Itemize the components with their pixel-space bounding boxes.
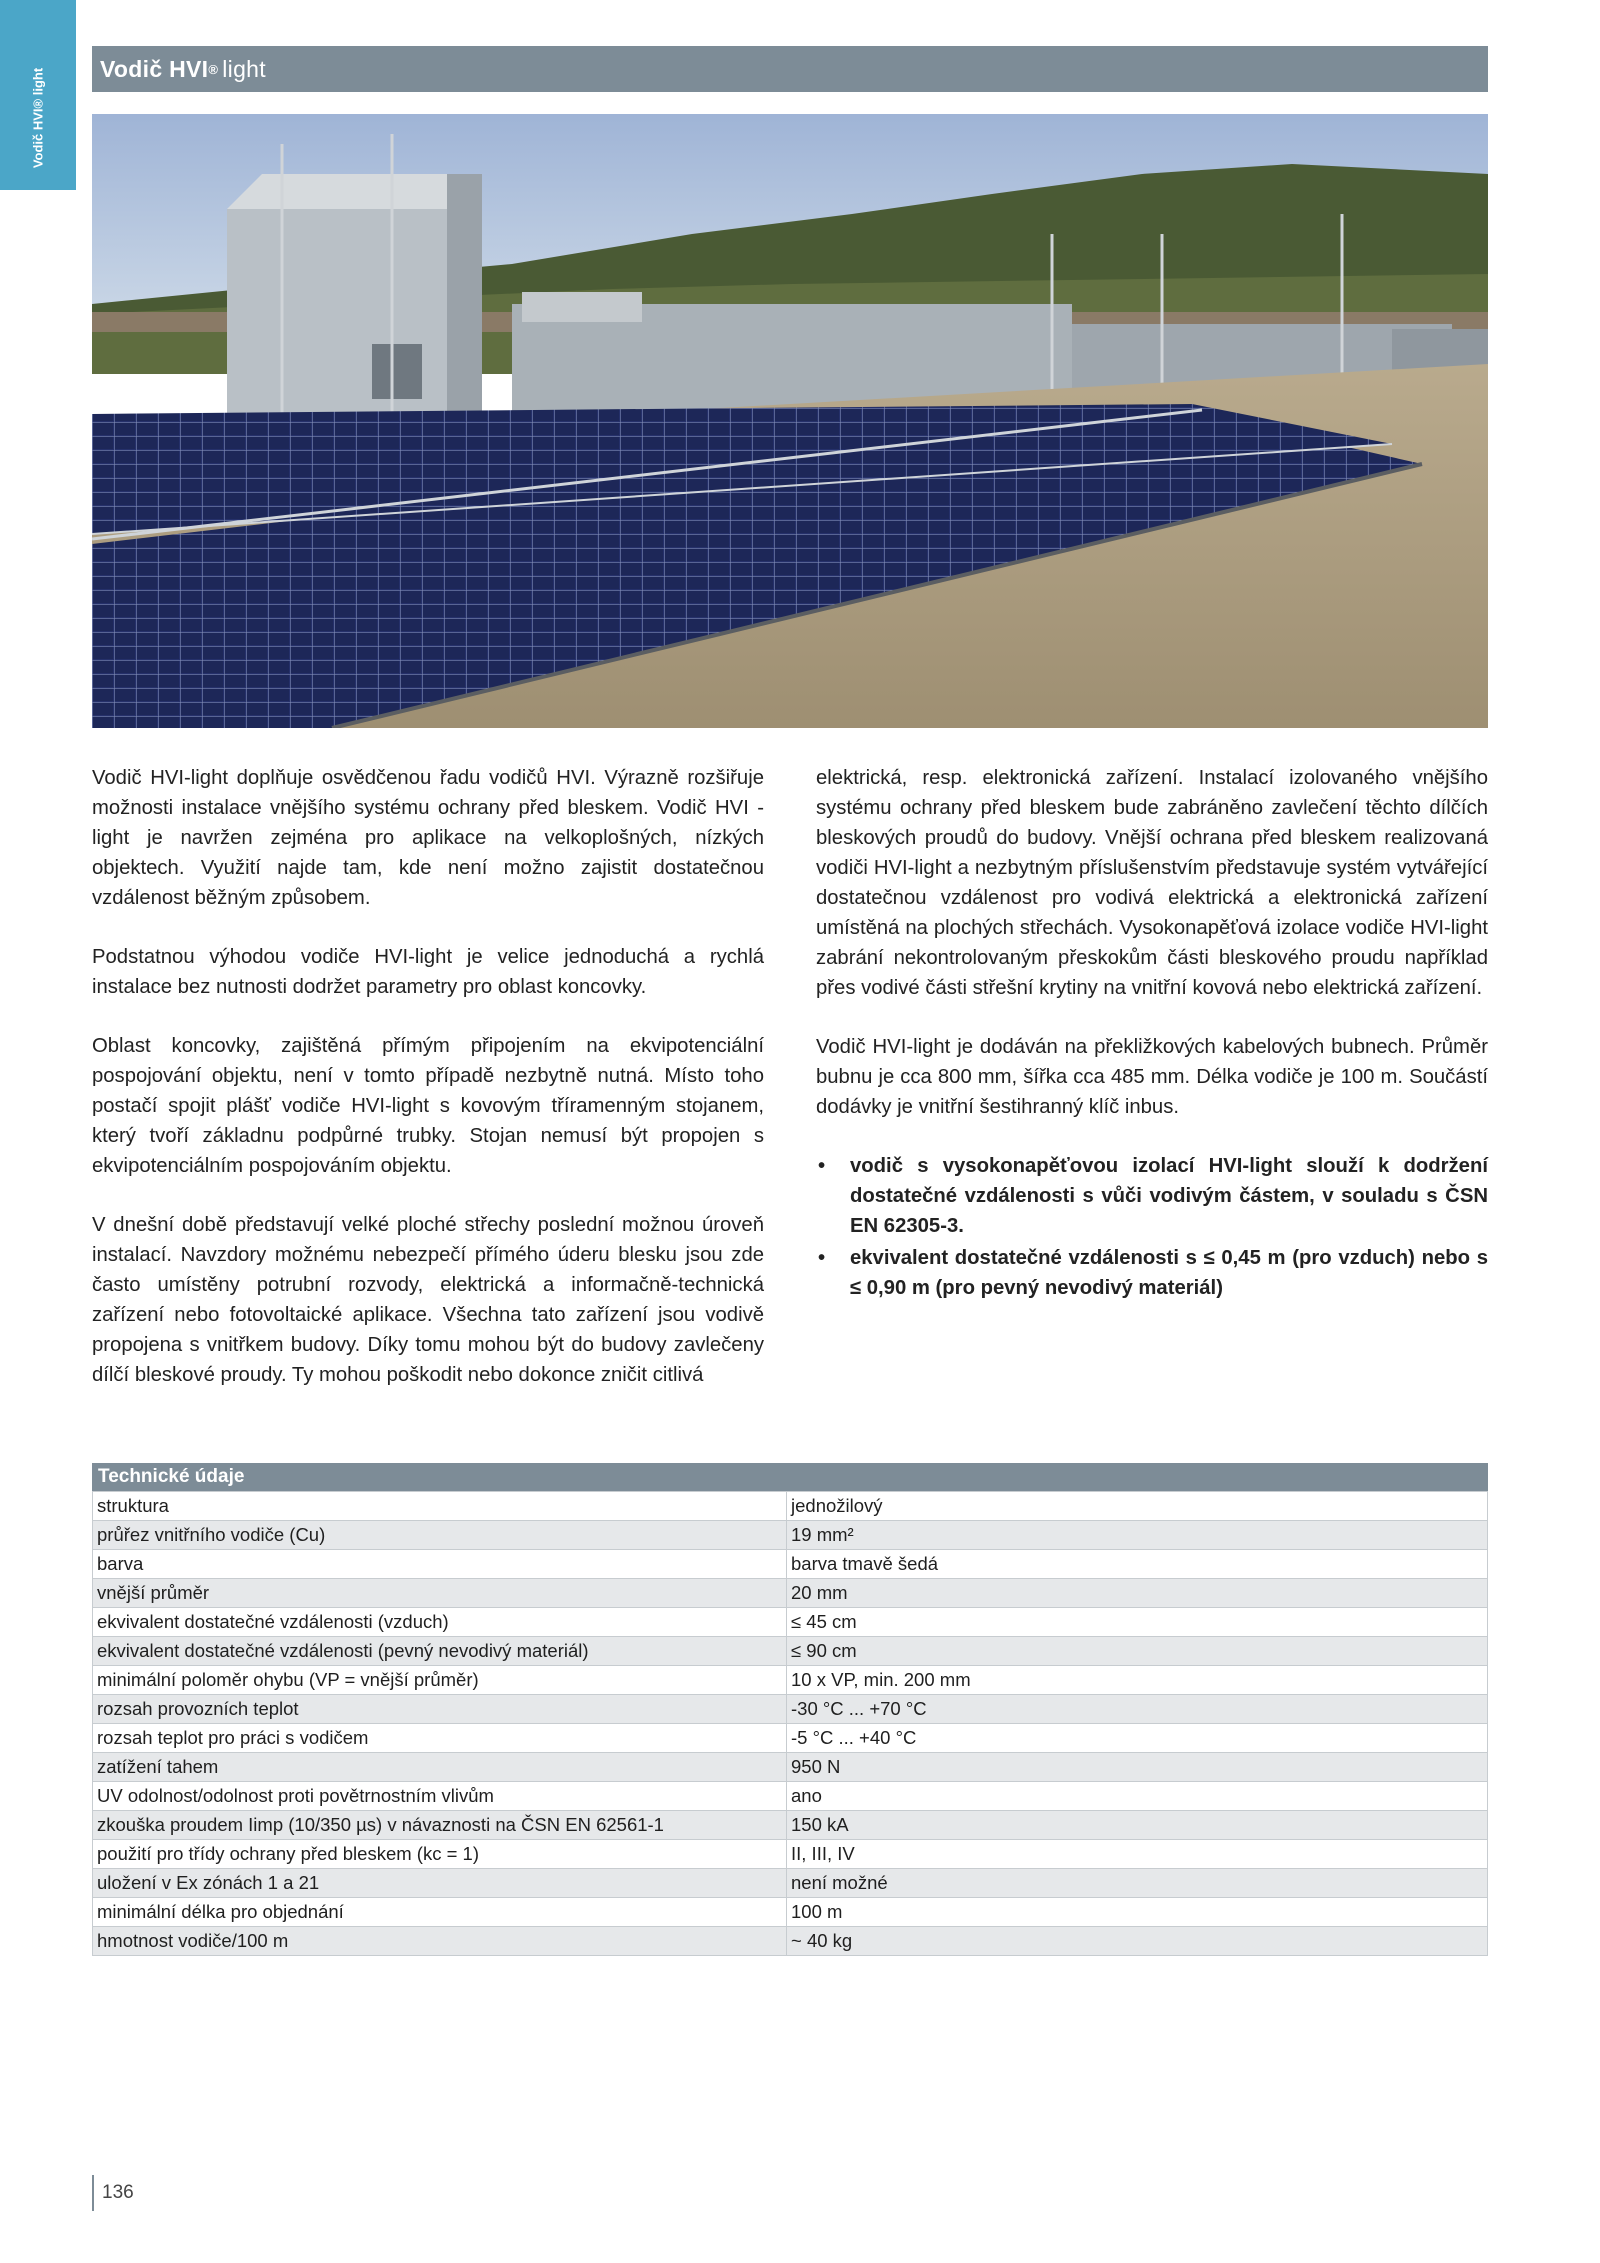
table-cell-property: ekvivalent dostatečné vzdálenosti (vzduch) — [93, 1608, 787, 1637]
table-row — [93, 1550, 1488, 1579]
table-cell-property: struktura — [93, 1492, 787, 1521]
feature-item: • vodič s vysokonapěťovou izolací HVI-light slouží k dodržení dostatečné vzdálenosti s vůči vodivým částem, v souladu s ČSN EN 62305-3. — [816, 1151, 1488, 1241]
paragraph: Vodič HVI-light doplňuje osvědčenou řadu vodičů HVI. Výrazně rozšiřuje možnosti instalace vnějšího systému ochrany před bleskem. Vodič HVI -light je navržen zejména pro aplikace na velkoplošných, nízkých objektech. Využití najde tam, kde není možno zajistit dostatečnou vzdálenost běžným způsobem. — [92, 767, 764, 909]
paragraph: Podstatnou výhodou vodiče HVI-light je velice jednoduchá a rychlá instalace bez nutnosti dodržet parametry pro oblast koncovky. — [92, 946, 764, 998]
table-row — [93, 1927, 1488, 1956]
feature-list — [816, 1151, 1488, 1303]
table-row — [93, 1840, 1488, 1869]
paragraph: Vodič HVI-light je dodáván na překližkových kabelových bubnech. Průměr bubnu je cca 800 mm, šířka cca 485 mm. Délka vodiče je 100 m. Součástí dodávky je vnitřní šestihranný klíč inbus. — [816, 1036, 1488, 1118]
side-tab-label: Vodič HVI® light — [30, 67, 46, 169]
table-row — [93, 1869, 1488, 1898]
table-cell-value: -30 °C ... +70 °C — [787, 1695, 1488, 1724]
table-cell-value: jednožilový — [787, 1492, 1488, 1521]
table-cell-value: ≤ 90 cm — [787, 1637, 1488, 1666]
table-row — [93, 1811, 1488, 1840]
rooftop-solar-photo — [92, 114, 1488, 728]
table-cell-value: barva tmavě šedá — [787, 1550, 1488, 1579]
table-cell-property: hmotnost vodiče/100 m — [93, 1927, 787, 1956]
body-text-left — [92, 763, 764, 1419]
table-row — [93, 1521, 1488, 1550]
table-cell-property: zkouška proudem Iimp (10/350 µs) v návaznosti na ČSN EN 62561-1 — [93, 1811, 787, 1840]
table-cell-value: 19 mm² — [787, 1521, 1488, 1550]
title-main: Vodič HVI — [100, 55, 209, 82]
table-cell-value: 150 kA — [787, 1811, 1488, 1840]
table-cell-property: vnější průměr — [93, 1579, 787, 1608]
table-row — [93, 1579, 1488, 1608]
table-cell-property: průřez vnitřního vodiče (Cu) — [93, 1521, 787, 1550]
paragraph: V dnešní době představují velké ploché střechy poslední možnou úroveň instalací. Navzdory možnému nebezpečí přímého úderu blesku jsou zde často umístěny potrubní rozvody, elektrická a informačně-technická zařízení nebo fotovoltaické aplikace. Všechna tato zařízení jsou vodivě propojena s vnitřkem budovy. Díky tomu mohou být do budovy zavlečeny dílčí bleskové proudy. Ty mohou poškodit nebo dokonce zničit citlivá — [92, 1214, 764, 1386]
body-text-right — [816, 763, 1488, 1305]
table-cell-value: 100 m — [787, 1898, 1488, 1927]
table-row — [93, 1753, 1488, 1782]
table-title: Technické údaje — [92, 1463, 1488, 1491]
table-row — [93, 1898, 1488, 1927]
table-cell-property: zatížení tahem — [93, 1753, 787, 1782]
table-cell-property: barva — [93, 1550, 787, 1579]
side-tab — [0, 0, 76, 190]
table-cell-value: 950 N — [787, 1753, 1488, 1782]
table-row — [93, 1637, 1488, 1666]
table-cell-value: ≤ 45 cm — [787, 1608, 1488, 1637]
table-cell-value: 10 x VP, min. 200 mm — [787, 1666, 1488, 1695]
table-cell-value: -5 °C ... +40 °C — [787, 1724, 1488, 1753]
table-row — [93, 1724, 1488, 1753]
table-cell-property: rozsah provozních teplot — [93, 1695, 787, 1724]
table-cell-value: 20 mm — [787, 1579, 1488, 1608]
table-cell-property: uložení v Ex zónách 1 a 21 — [93, 1869, 787, 1898]
table-cell-property: minimální délka pro objednání — [93, 1898, 787, 1927]
table-cell-property: minimální poloměr ohybu (VP = vnější průměr) — [93, 1666, 787, 1695]
table-cell-value: II, III, IV — [787, 1840, 1488, 1869]
table-cell-property: UV odolnost/odolnost proti povětrnostním vlivům — [93, 1782, 787, 1811]
feature-item: • ekvivalent dostatečné vzdálenosti s ≤ 0,45 m (pro vzduch) nebo s ≤ 0,90 m (pro pevný nevodivý materiál) — [816, 1243, 1488, 1303]
paragraph: elektrická, resp. elektronická zařízení. Instalací izolovaného vnějšího systému ochrany před bleskem bude zabráněno zavlečení těchto dílčích bleskových proudů do budovy. Vnější ochrana před bleskem realizovaná vodiči HVI-light a nezbytným příslušenstvím představuje systém vytvářející dostatečnou vzdálenost pro vodivá elektrická a elektronická zařízení umístěná na plochých střechách. Vysokonapěťová izolace vodiče HVI-light zabrání nekontrolovaným přeskokům části bleskového proudu například přes vodivé části střešní krytiny na vnitřní kovová nebo elektrická zařízení. — [816, 767, 1488, 999]
table-cell-value: ~ 40 kg — [787, 1927, 1488, 1956]
page-title — [92, 46, 1488, 92]
paragraph: Oblast koncovky, zajištěná přímým připojením na ekvipotenciální pospojování objektu, není v tomto případě nezbytně nutná. Místo toho postačí spojit plášť vodiče HVI-light s kovovým tříramenným stojanem, který tvoří základnu podpůrné trubky. Stojan nemusí být propojen s ekvipotenciálním pospojováním objektu. — [92, 1035, 764, 1177]
title-registered-mark: ® — [208, 61, 219, 77]
table-cell-property: ekvivalent dostatečné vzdálenosti (pevný nevodivý materiál) — [93, 1637, 787, 1666]
technical-data-table — [92, 1463, 1488, 1956]
table-cell-value: není možné — [787, 1869, 1488, 1898]
table-body — [93, 1492, 1488, 1956]
table-cell-property: použití pro třídy ochrany před bleskem (kc = 1) — [93, 1840, 787, 1869]
table-row — [93, 1695, 1488, 1724]
table-row — [93, 1492, 1488, 1521]
table-row — [93, 1782, 1488, 1811]
table-cell-property: rozsah teplot pro práci s vodičem — [93, 1724, 787, 1753]
page-number: 136 — [92, 2175, 134, 2211]
title-suffix: light — [222, 55, 266, 82]
table-row — [93, 1608, 1488, 1637]
table-row — [93, 1666, 1488, 1695]
table-cell-value: ano — [787, 1782, 1488, 1811]
